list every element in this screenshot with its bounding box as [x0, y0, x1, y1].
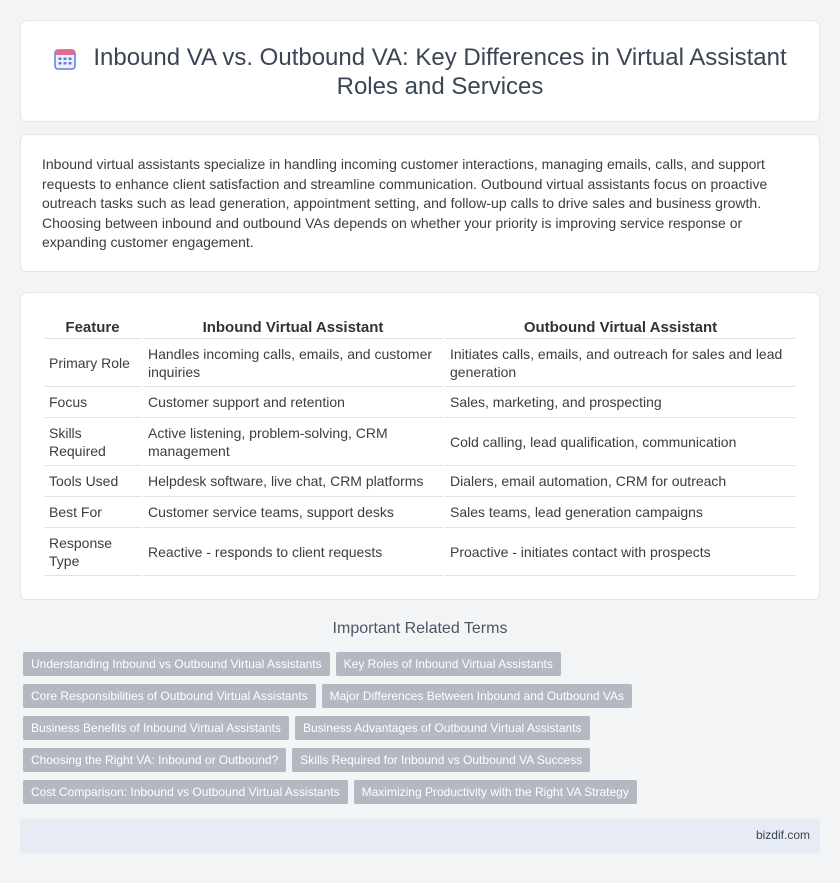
intro-paragraph: Inbound virtual assistants specialize in handling incoming customer interactions, managing emails, calls, and support requests to enhance client satisfaction and streamline communication. Outbound virtual assistants focus on proactive outreach tasks such as lead generation, appointment setting, and follow-up calls to drive sales and business growth. Choosing between inbound and outbound VAs depends on whether your priority is improving service response or expanding customer engagement.: [42, 156, 768, 251]
table-row: [44, 387, 796, 418]
related-terms-title: Important Related Terms: [332, 620, 508, 637]
header-card: [20, 20, 820, 122]
row-feature: Response Type: [44, 528, 141, 576]
related-term-tag[interactable]: Core Responsibilities of Outbound Virtual Assistants: [23, 684, 316, 708]
table-row: [44, 466, 796, 497]
tag-row: [23, 652, 823, 676]
table-header-row: [44, 317, 796, 339]
intro-card: [20, 134, 820, 272]
page-title: Inbound VA vs. Outbound VA: Key Differences in Virtual Assistant Roles and Services: [93, 44, 787, 100]
row-feature: Skills Required: [44, 418, 141, 466]
row-outbound: Sales, marketing, and prospecting: [445, 387, 796, 418]
row-inbound: Reactive - responds to client requests: [143, 528, 443, 576]
related-term-tag[interactable]: Key Roles of Inbound Virtual Assistants: [336, 652, 561, 676]
related-terms-list: [23, 652, 823, 812]
header-outbound: Outbound Virtual Assistant: [445, 317, 796, 339]
table-row: [44, 528, 796, 576]
row-outbound: Initiates calls, emails, and outreach for sales and lead generation: [445, 339, 796, 387]
row-feature: Focus: [44, 387, 141, 418]
footer-site-link[interactable]: bizdif.com: [755, 828, 810, 842]
row-inbound: Active listening, problem-solving, CRM management: [143, 418, 443, 466]
related-term-tag[interactable]: Skills Required for Inbound vs Outbound VA Success: [292, 748, 590, 772]
table-row: [44, 418, 796, 466]
related-term-tag[interactable]: Cost Comparison: Inbound vs Outbound Virtual Assistants: [23, 780, 348, 804]
row-inbound: Customer service teams, support desks: [143, 497, 443, 528]
related-term-tag[interactable]: Business Benefits of Inbound Virtual Assistants: [23, 716, 289, 740]
row-feature: Tools Used: [44, 466, 141, 497]
header-feature: Feature: [44, 317, 141, 339]
tag-row: [23, 684, 823, 708]
header-inbound: Inbound Virtual Assistant: [143, 317, 443, 339]
row-feature: Best For: [44, 497, 141, 528]
comparison-card: [20, 292, 820, 600]
table-row: [44, 497, 796, 528]
related-term-tag[interactable]: Choosing the Right VA: Inbound or Outbound?: [23, 748, 286, 772]
tag-row: [23, 780, 823, 804]
row-feature: Primary Role: [44, 339, 141, 387]
related-term-tag[interactable]: Major Differences Between Inbound and Outbound VAs: [322, 684, 632, 708]
tag-row: [23, 716, 823, 740]
related-term-tag[interactable]: Business Advantages of Outbound Virtual Assistants: [295, 716, 590, 740]
footer: [20, 819, 820, 853]
related-term-tag[interactable]: Maximizing Productivity with the Right VA Strategy: [354, 780, 637, 804]
row-outbound: Sales teams, lead generation campaigns: [445, 497, 796, 528]
row-inbound: Handles incoming calls, emails, and customer inquiries: [143, 339, 443, 387]
related-term-tag[interactable]: Understanding Inbound vs Outbound Virtual Assistants: [23, 652, 330, 676]
comparison-table: [42, 317, 798, 576]
row-inbound: Helpdesk software, live chat, CRM platforms: [143, 466, 443, 497]
row-outbound: Cold calling, lead qualification, communication: [445, 418, 796, 466]
row-inbound: Customer support and retention: [143, 387, 443, 418]
table-row: [44, 339, 796, 387]
row-outbound: Proactive - initiates contact with prospects: [445, 528, 796, 576]
row-outbound: Dialers, email automation, CRM for outreach: [445, 466, 796, 497]
tag-row: [23, 748, 823, 772]
